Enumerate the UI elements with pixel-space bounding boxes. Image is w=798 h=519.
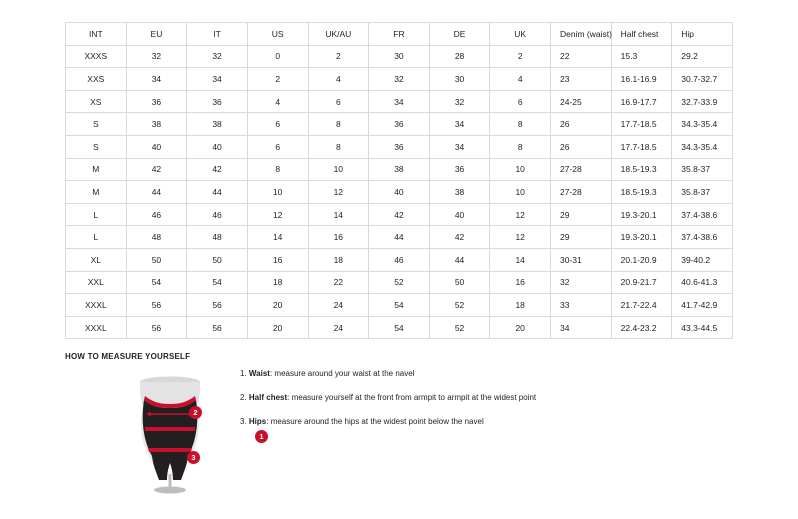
table-cell: XXL: [66, 271, 127, 294]
table-cell: 54: [369, 294, 430, 317]
measure-notes: [240, 369, 720, 441]
table-cell: M: [66, 181, 127, 204]
table-cell: 44: [369, 226, 430, 249]
table-cell: S: [66, 113, 127, 136]
table-cell: 28: [429, 45, 490, 68]
measure-note-text: : measure yourself at the front from armpit to armpit at the widest point: [287, 393, 537, 402]
table-cell: 36: [126, 90, 187, 113]
table-cell: 14: [490, 248, 551, 271]
table-cell: 37.4-38.6: [672, 226, 733, 249]
table-cell: 24: [308, 294, 369, 317]
table-cell: 15.3: [611, 45, 672, 68]
table-cell: 37.4-38.6: [672, 203, 733, 226]
table-cell: 8: [490, 135, 551, 158]
measure-bullet-1: 1: [255, 430, 268, 443]
table-cell: 44: [126, 181, 187, 204]
table-row: [66, 271, 733, 294]
table-cell: L: [66, 226, 127, 249]
table-row: [66, 316, 733, 339]
table-cell: 33: [551, 294, 612, 317]
table-cell: 22: [308, 271, 369, 294]
table-cell: 38: [369, 158, 430, 181]
table-cell: XXXL: [66, 294, 127, 317]
table-header-cell: IT: [187, 23, 248, 46]
table-cell: XL: [66, 248, 127, 271]
measure-bullet-2: 2: [189, 406, 202, 419]
table-cell: 20.1-20.9: [611, 248, 672, 271]
table-cell: 54: [187, 271, 248, 294]
size-chart-table-wrapper: [65, 22, 733, 339]
measure-note-index: 1.: [240, 369, 249, 378]
measure-note-text: : measure around your waist at the navel: [269, 369, 415, 378]
table-cell: 12: [308, 181, 369, 204]
table-cell: 42: [369, 203, 430, 226]
table-cell: 40: [126, 135, 187, 158]
table-header-cell: US: [247, 23, 308, 46]
measure-note: [240, 417, 720, 427]
table-header-row: [66, 23, 733, 46]
table-cell: 46: [187, 203, 248, 226]
table-cell: 50: [126, 248, 187, 271]
table-row: [66, 248, 733, 271]
table-cell: 29.2: [672, 45, 733, 68]
size-chart-table: [65, 22, 733, 339]
table-cell: 19.3-20.1: [611, 203, 672, 226]
table-cell: 12: [490, 226, 551, 249]
table-row: [66, 203, 733, 226]
table-row: [66, 294, 733, 317]
table-cell: 34.3-35.4: [672, 113, 733, 136]
table-cell: 8: [247, 158, 308, 181]
table-cell: 56: [187, 294, 248, 317]
how-to-measure-block: [65, 365, 733, 495]
table-cell: 48: [187, 226, 248, 249]
table-cell: 6: [247, 135, 308, 158]
table-row: [66, 90, 733, 113]
table-cell: 52: [369, 271, 430, 294]
table-cell: 32: [369, 68, 430, 91]
table-cell: 29: [551, 203, 612, 226]
table-cell: 16.9-17.7: [611, 90, 672, 113]
table-cell: 18: [308, 248, 369, 271]
table-cell: 2: [247, 68, 308, 91]
table-cell: 20: [490, 316, 551, 339]
table-cell: 34: [551, 316, 612, 339]
table-row: [66, 113, 733, 136]
table-cell: 4: [490, 68, 551, 91]
measure-note-term: Half chest: [248, 393, 288, 402]
table-cell: 20.9-21.7: [611, 271, 672, 294]
table-cell: 16.1-16.9: [611, 68, 672, 91]
table-cell: 36: [369, 135, 430, 158]
table-cell: L: [66, 203, 127, 226]
table-cell: 22: [551, 45, 612, 68]
table-cell: 40: [369, 181, 430, 204]
table-cell: 12: [247, 203, 308, 226]
table-cell: 50: [187, 248, 248, 271]
table-row: [66, 158, 733, 181]
table-cell: 24: [308, 316, 369, 339]
table-cell: 38: [429, 181, 490, 204]
measure-note: [240, 393, 720, 403]
table-cell: 6: [308, 90, 369, 113]
table-cell: 2: [308, 45, 369, 68]
measure-note-index: 3.: [240, 417, 249, 426]
table-cell: 30-31: [551, 248, 612, 271]
table-cell: 34: [429, 135, 490, 158]
table-cell: 39-40.2: [672, 248, 733, 271]
table-body: [66, 45, 733, 339]
table-cell: 19.3-20.1: [611, 226, 672, 249]
table-header-cell: EU: [126, 23, 187, 46]
table-cell: 32: [429, 90, 490, 113]
table-cell: 26: [551, 135, 612, 158]
table-cell: 32: [187, 45, 248, 68]
table-cell: 18.5-19.3: [611, 181, 672, 204]
table-header-cell: INT: [66, 23, 127, 46]
table-header-cell: UK: [490, 23, 551, 46]
table-cell: 4: [247, 90, 308, 113]
table-cell: 32: [126, 45, 187, 68]
table-cell: 40.6-41.3: [672, 271, 733, 294]
table-row: [66, 68, 733, 91]
table-cell: 30: [429, 68, 490, 91]
table-cell: 18: [490, 294, 551, 317]
how-to-measure-title: HOW TO MEASURE YOURSELF: [65, 352, 191, 361]
table-cell: 29: [551, 226, 612, 249]
table-cell: 42: [187, 158, 248, 181]
table-cell: 46: [369, 248, 430, 271]
table-cell: 44: [187, 181, 248, 204]
table-cell: 50: [429, 271, 490, 294]
table-cell: 36: [369, 113, 430, 136]
table-cell: 18.5-19.3: [611, 158, 672, 181]
table-cell: 18: [247, 271, 308, 294]
table-cell: 42: [429, 226, 490, 249]
table-cell: 54: [369, 316, 430, 339]
table-cell: XXXL: [66, 316, 127, 339]
table-cell: 32: [551, 271, 612, 294]
measure-bullet-3: 3: [187, 451, 200, 464]
table-cell: 22.4-23.2: [611, 316, 672, 339]
table-header-cell: Hip: [672, 23, 733, 46]
table-cell: 2: [490, 45, 551, 68]
table-cell: 27-28: [551, 158, 612, 181]
table-cell: 34: [187, 68, 248, 91]
table-row: [66, 45, 733, 68]
table-cell: 30.7-32.7: [672, 68, 733, 91]
table-cell: M: [66, 158, 127, 181]
table-cell: 35.8-37: [672, 158, 733, 181]
table-cell: 8: [490, 113, 551, 136]
table-cell: 43.3-44.5: [672, 316, 733, 339]
table-cell: 24-25: [551, 90, 612, 113]
table-cell: 36: [187, 90, 248, 113]
table-row: [66, 181, 733, 204]
table-cell: 20: [247, 294, 308, 317]
table-cell: 42: [126, 158, 187, 181]
measure-note-term: Hips: [248, 417, 267, 426]
table-cell: 34: [369, 90, 430, 113]
table-cell: XS: [66, 90, 127, 113]
table-cell: 23: [551, 68, 612, 91]
table-header-cell: Half chest: [611, 23, 672, 46]
table-cell: 17.7-18.5: [611, 113, 672, 136]
table-cell: 26: [551, 113, 612, 136]
table-cell: 34: [429, 113, 490, 136]
table-cell: 14: [308, 203, 369, 226]
table-cell: 56: [126, 294, 187, 317]
table-cell: 32.7-33.9: [672, 90, 733, 113]
table-cell: 8: [308, 135, 369, 158]
table-header-cell: FR: [369, 23, 430, 46]
table-cell: 56: [187, 316, 248, 339]
table-cell: 56: [126, 316, 187, 339]
table-cell: 10: [247, 181, 308, 204]
measure-note-term: Waist: [248, 369, 270, 378]
table-cell: 8: [308, 113, 369, 136]
table-cell: 35.8-37: [672, 181, 733, 204]
table-cell: 38: [126, 113, 187, 136]
table-row: [66, 135, 733, 158]
table-cell: XXXS: [66, 45, 127, 68]
table-cell: 10: [308, 158, 369, 181]
table-cell: 16: [490, 271, 551, 294]
table-cell: 6: [247, 113, 308, 136]
table-cell: 40: [187, 135, 248, 158]
table-cell: 20: [247, 316, 308, 339]
table-cell: 16: [308, 226, 369, 249]
table-cell: 34.3-35.4: [672, 135, 733, 158]
table-header: [66, 23, 733, 46]
table-cell: 40: [429, 203, 490, 226]
table-header-cell: UK/AU: [308, 23, 369, 46]
table-cell: 48: [126, 226, 187, 249]
measure-note-text: : measure around the hips at the widest point below the navel: [266, 417, 484, 426]
table-cell: 14: [247, 226, 308, 249]
table-cell: 41.7-42.9: [672, 294, 733, 317]
table-cell: 52: [429, 316, 490, 339]
table-cell: 10: [490, 181, 551, 204]
table-cell: 0: [247, 45, 308, 68]
table-cell: 10: [490, 158, 551, 181]
measure-note: [240, 369, 720, 379]
table-cell: 17.7-18.5: [611, 135, 672, 158]
table-cell: 46: [126, 203, 187, 226]
table-header-cell: Denim (waist): [551, 23, 612, 46]
table-cell: 4: [308, 68, 369, 91]
table-cell: 6: [490, 90, 551, 113]
table-cell: 12: [490, 203, 551, 226]
table-cell: S: [66, 135, 127, 158]
table-cell: 21.7-22.4: [611, 294, 672, 317]
measure-note-index: 2.: [240, 393, 249, 402]
table-cell: 38: [187, 113, 248, 136]
table-row: [66, 226, 733, 249]
table-header-cell: DE: [429, 23, 490, 46]
table-cell: 34: [126, 68, 187, 91]
table-cell: 52: [429, 294, 490, 317]
table-cell: 30: [369, 45, 430, 68]
table-cell: 27-28: [551, 181, 612, 204]
table-cell: 36: [429, 158, 490, 181]
table-cell: 44: [429, 248, 490, 271]
table-cell: XXS: [66, 68, 127, 91]
table-cell: 54: [126, 271, 187, 294]
table-cell: 16: [247, 248, 308, 271]
